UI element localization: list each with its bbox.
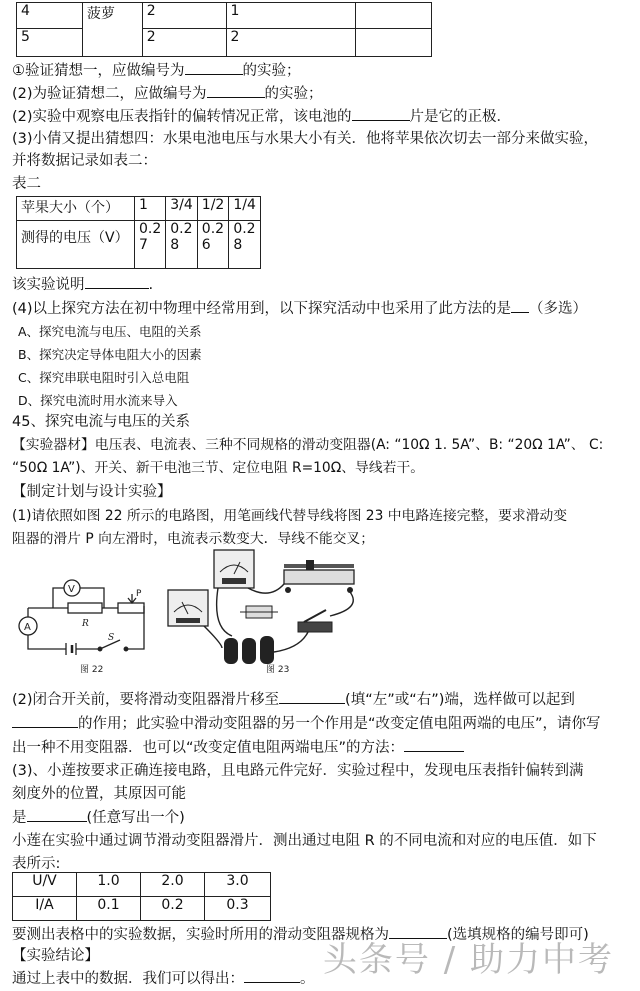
question-line: (3)小倩又提出猜想四：水果电池电压与水果大小有关．他将苹果依次切去一部分来做实验，: [12, 131, 599, 147]
circuit-figures: [8, 548, 428, 678]
table-cell: 1: [226, 3, 356, 29]
circuit-diagram: [19, 580, 144, 655]
answer-blank[interactable]: [207, 83, 265, 98]
question-line: [12, 737, 464, 758]
option-d: D、探究电流时用水流来导入: [18, 393, 178, 408]
table-header-cell: 苹果大小（个）: [17, 197, 135, 221]
table-cell: 5: [17, 29, 83, 57]
watermark: 头条号 / 助力中考: [322, 940, 614, 980]
question-text: (2)实验中观察电压表指针的偏转情况正常，该电池的: [12, 109, 352, 125]
table-row: [17, 197, 261, 221]
question-line: [12, 713, 601, 734]
question-title: 45、探究电流与电压的关系: [12, 414, 190, 430]
answer-blank[interactable]: [511, 298, 529, 313]
table-cell: 测得的电压（V）: [17, 221, 135, 269]
question-text: 出一种不用变阻器．也可以“改变定值电阻两端电压”的方法：: [12, 740, 405, 756]
table-cell: [356, 29, 432, 57]
question-line: [12, 298, 587, 319]
switch-label: S: [108, 633, 115, 643]
table-header-cell: 1: [135, 197, 166, 221]
figure-23-caption: 图 23: [266, 665, 290, 675]
apparatus-photo: [168, 550, 354, 664]
answer-blank[interactable]: [404, 737, 464, 752]
question-line: 小莲在实验中通过调节滑动变阻器滑片．测出通过电阻 R 的不同电流和对应的电压值．如下: [12, 833, 597, 849]
table-cell: 4: [17, 3, 83, 29]
question-text: 的实验；: [264, 86, 323, 102]
table-cell: 0.2 6: [197, 221, 229, 269]
resistor-label: R: [82, 619, 89, 629]
table-cell: 0.2: [141, 897, 205, 921]
table-cell: 2.0: [141, 873, 205, 897]
question-text: （多选）: [529, 301, 588, 317]
question-text: (4)以上探究方法在初中物理中经常用到，以下探究活动中也采用了此方法的是: [12, 301, 512, 317]
table-cell: I/A: [13, 897, 77, 921]
question-text: 该实验说明: [12, 277, 85, 293]
question-line: 【实验器材】电压表、电流表、三种不同规格的滑动变阻器(A: “10Ω 1. 5A”、B: “20Ω 1A”、 C:: [12, 437, 604, 453]
question-text: 的作用；此实验中滑动变阻器的另一个作用是“改变定值电阻两端的电压”，请你写: [78, 716, 601, 732]
answer-blank[interactable]: [352, 106, 410, 121]
table-cell: 1.0: [77, 873, 141, 897]
question-text: (填“左”或“右”)端，选样做可以起到: [345, 692, 575, 708]
question-line: [12, 83, 323, 104]
table-row: [13, 897, 271, 921]
question-text: (2)为验证猜想二，应做编号为: [12, 86, 207, 102]
section-heading: 【制定计划与设计实验】: [12, 484, 172, 500]
table-cell: 0.2 8: [229, 221, 261, 269]
question-text: 的实验；: [242, 63, 301, 79]
table-header-cell: 1/2: [197, 197, 229, 221]
table-2: [16, 196, 261, 269]
question-text: 通过上表中的数据．我们可以得出：: [12, 971, 244, 987]
question-line: 并将数据记录如表二：: [12, 153, 157, 169]
voltmeter-label: V: [68, 584, 75, 595]
figure-22-caption: 图 22: [80, 665, 104, 675]
answer-blank[interactable]: [244, 968, 300, 983]
question-line: 表所示:: [12, 856, 61, 872]
table-header-cell: 1/4: [229, 197, 261, 221]
question-line: [12, 60, 301, 81]
answer-blank[interactable]: [12, 713, 78, 728]
question-line: (1)请依照如图 22 所示的电路图，用笔画线代替导线将图 23 中电路连接完整，要求滑动变: [12, 508, 568, 524]
table-3: [12, 872, 271, 921]
ammeter-label: A: [24, 622, 31, 633]
table-cell: 菠萝: [82, 3, 142, 57]
section-heading: 【实验结论】: [12, 948, 99, 964]
table-caption: 表二: [12, 176, 41, 192]
question-line: [12, 807, 185, 828]
table-row: [17, 29, 432, 57]
table-cell: U/V: [13, 873, 77, 897]
question-text: 是: [12, 810, 27, 826]
question-text: 。: [300, 971, 315, 987]
table-cell: 0.3: [205, 897, 271, 921]
question-line: 阻器的滑片 P 向左滑时，电流表示数变大．导线不能交叉；: [12, 531, 375, 547]
question-line: [12, 689, 575, 710]
table-1: [16, 2, 432, 57]
table-header-cell: 3/4: [166, 197, 198, 221]
option-c: C、探究串联电阻时引入总电阻: [18, 370, 190, 385]
table-cell: 2: [226, 29, 356, 57]
table-cell: [356, 3, 432, 29]
table-cell: 2: [142, 29, 226, 57]
option-a: A、探究电流与电压、电阻的关系: [18, 324, 202, 339]
question-line: [12, 968, 315, 989]
table-row: [17, 221, 261, 269]
question-text: 要测出表格中的实验数据，实验时所用的滑动变阻器规格为: [12, 927, 389, 943]
question-text: 片是它的正极．: [409, 109, 512, 125]
slider-label: P: [136, 589, 142, 599]
table-cell: 0.1: [77, 897, 141, 921]
question-text: (任意写出一个): [86, 810, 185, 826]
question-text: .: [148, 277, 154, 293]
question-text: ①验证猜想一，应做编号为: [12, 63, 185, 79]
answer-blank[interactable]: [27, 807, 87, 822]
option-b: B、探究决定导体电阻大小的因素: [18, 347, 202, 362]
question-line: [12, 274, 153, 295]
answer-blank[interactable]: [85, 274, 149, 289]
question-text: (2)闭合开关前，要将滑动变阻器滑片移至: [12, 692, 280, 708]
answer-blank[interactable]: [185, 60, 243, 75]
question-line: [12, 106, 511, 127]
question-line: 刻度外的位置，其原因可能: [12, 786, 186, 802]
table-cell: 2: [142, 3, 226, 29]
table-cell: 0.2 8: [166, 221, 198, 269]
table-cell: 3.0: [205, 873, 271, 897]
question-text: (选填规格的编号即可): [447, 927, 589, 943]
question-line: (3)、小莲按要求正确连接电路，且电路元件完好．实验过程中，发现电压表指针偏转到满: [12, 763, 584, 779]
table-row: [17, 3, 432, 29]
answer-blank[interactable]: [279, 689, 345, 704]
question-line: “50Ω 1A”)、开关、新干电池三节、定位电阻 R=10Ω、导线若干。: [12, 460, 425, 476]
table-row: [13, 873, 271, 897]
table-cell: 0.2 7: [135, 221, 166, 269]
